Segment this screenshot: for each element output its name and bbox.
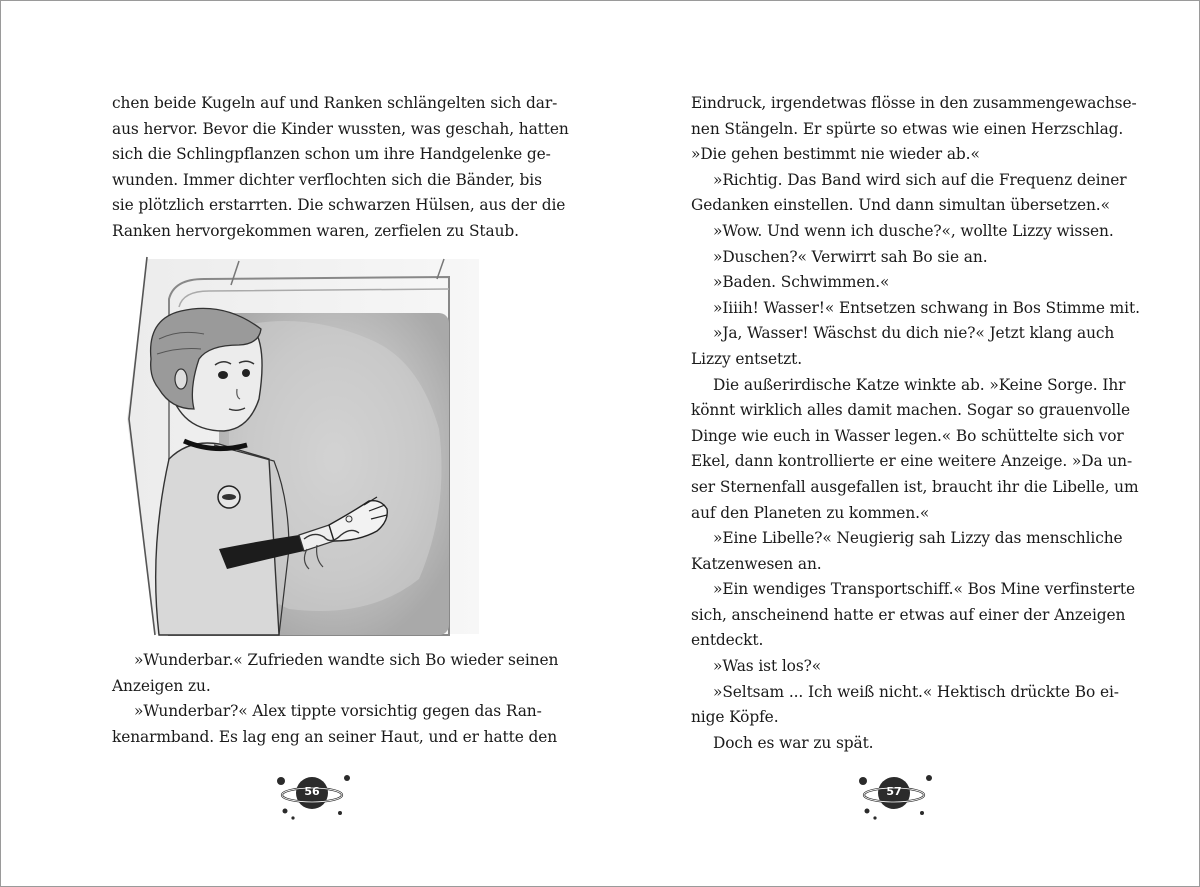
- text-line: kenarmband. Es lag eng an seiner Haut, und er hatte den: [112, 727, 558, 746]
- text-line: Ranken hervorgekommen waren, zerfielen zu Staub.: [112, 221, 519, 240]
- text-line: »Ja, Wasser! Wäschst du dich nie?« Jetzt klang auch: [713, 324, 1115, 343]
- text-line: »Wunderbar?« Alex tippte vorsichtig gegen das Ran-: [134, 702, 542, 721]
- text-line: könnt wirklich alles damit machen. Sogar so grauenvolle: [691, 401, 1131, 420]
- text-line: »Seltsam ... Ich weiß nicht.« Hektisch drückte Bo ei-: [713, 682, 1119, 701]
- text-line: ser Sternenfall ausgefallen ist, braucht ihr die Libelle, um: [691, 477, 1139, 496]
- text-line: Eindruck, irgendetwas flösse in den zusammengewachse-: [691, 94, 1137, 112]
- right-page: [601, 1, 1199, 886]
- right-page-text: [691, 91, 1140, 756]
- text-line: chen beide Kugeln auf und Ranken schlängelten sich dar-: [112, 94, 558, 112]
- text-line: Die außerirdische Katze winkte ab. »Keine Sorge. Ihr: [713, 375, 1126, 394]
- left-page-bottom-text: [112, 648, 559, 750]
- page-number: 56: [304, 785, 320, 798]
- text-line: »Wow. Und wenn ich dusche?«, wollte Lizzy wissen.: [713, 221, 1114, 240]
- text-line: wunden. Immer dichter verflochten sich die Bänder, bis: [112, 170, 542, 189]
- text-line: »Was ist los?«: [713, 657, 822, 676]
- text-line: »Iiiih! Wasser!« Entsetzen schwang in Bos Stimme mit.: [713, 298, 1140, 317]
- left-page: [1, 1, 601, 886]
- page-number-badge: [267, 771, 357, 821]
- text-line: »Duschen?« Verwirrt sah Bo sie an.: [713, 247, 988, 266]
- text-line: Ekel, dann kontrollierte er eine weitere Anzeige. »Da un-: [691, 452, 1133, 471]
- text-line: Gedanken einstellen. Und dann simultan übersetzen.«: [691, 196, 1110, 215]
- text-line: Dinge wie euch in Wasser legen.« Bo schüttelte sich vor: [691, 426, 1124, 445]
- text-line: entdeckt.: [691, 631, 764, 650]
- text-line: sich die Schlingpflanzen schon um ihre Handgelenke ge-: [112, 145, 551, 164]
- text-line: »Ein wendiges Transportschiff.« Bos Mine verfinsterte: [713, 580, 1135, 599]
- text-line: Katzenwesen an.: [691, 554, 822, 573]
- text-line: »Die gehen bestimmt nie wieder ab.«: [691, 145, 980, 164]
- text-line: auf den Planeten zu kommen.«: [691, 503, 930, 522]
- girl-with-vine-bracelet-illustration: [119, 249, 479, 637]
- text-line: Doch es war zu spät.: [713, 733, 874, 752]
- text-line: Anzeigen zu.: [112, 676, 211, 695]
- text-line: »Eine Libelle?« Neugierig sah Lizzy das menschliche: [713, 529, 1123, 548]
- text-line: »Baden. Schwimmen.«: [713, 273, 890, 292]
- text-line: »Richtig. Das Band wird sich auf die Frequenz deiner: [713, 170, 1127, 189]
- text-line: nen Stängeln. Er spürte so etwas wie einen Herzschlag.: [691, 119, 1124, 138]
- text-line: sie plötzlich erstarrten. Die schwarzen Hülsen, aus der die: [112, 196, 566, 215]
- text-line: »Wunderbar.« Zufrieden wandte sich Bo wieder seinen: [134, 651, 559, 669]
- page-number-badge: [849, 771, 939, 821]
- page-number: 57: [886, 785, 902, 798]
- left-page-top-text: [112, 91, 569, 245]
- text-line: sich, anscheinend hatte er etwas auf einer der Anzeigen: [691, 605, 1126, 624]
- text-line: nige Köpfe.: [691, 708, 779, 727]
- text-line: aus hervor. Bevor die Kinder wussten, was geschah, hatten: [112, 119, 569, 138]
- text-line: Lizzy entsetzt.: [691, 349, 803, 368]
